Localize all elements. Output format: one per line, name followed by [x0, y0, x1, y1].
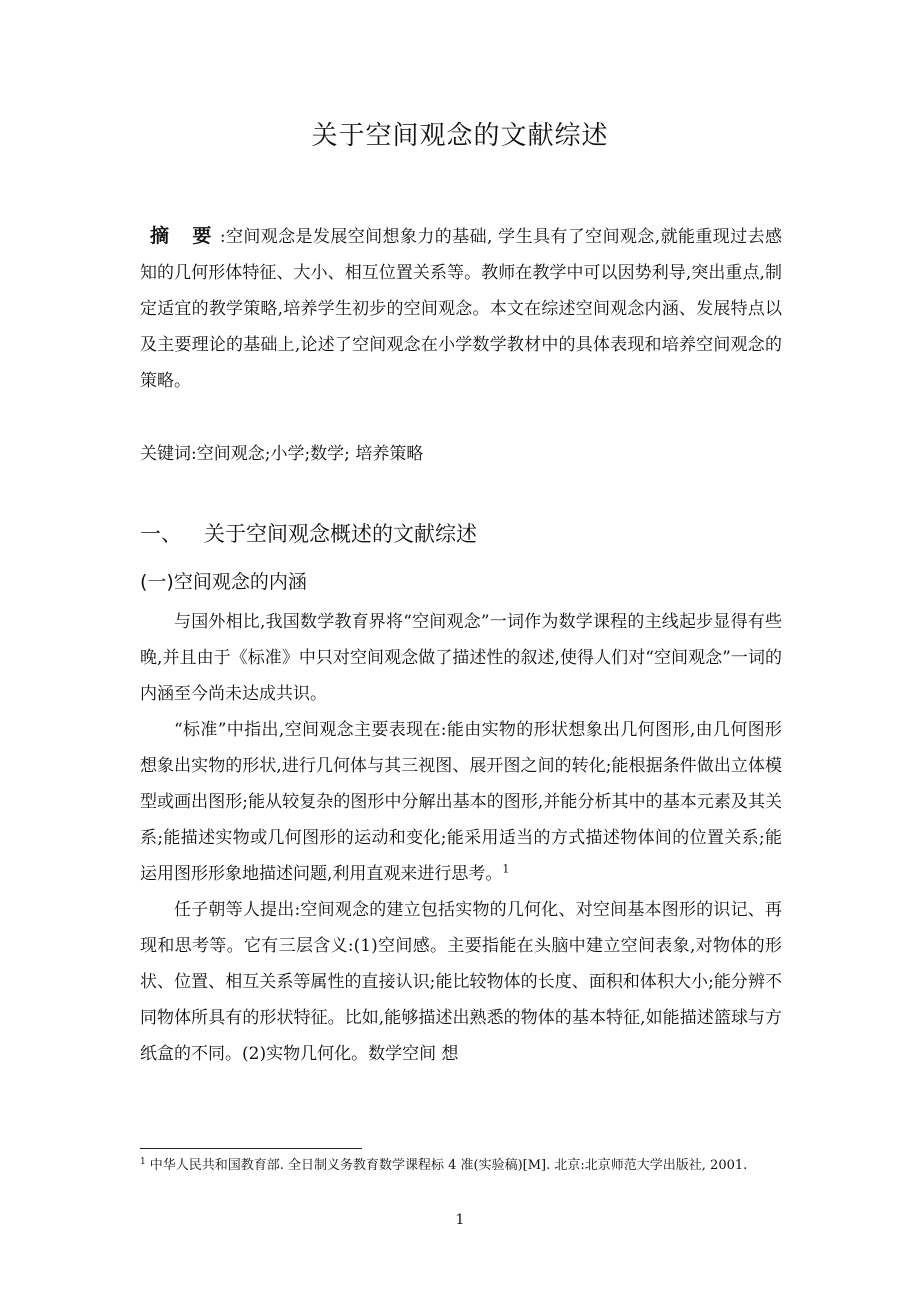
abstract — [140, 218, 782, 399]
paragraph: 任子朝等人提出:空间观念的建立包括实物的几何化、对空间基本图形的识记、再现和思考等。它有三层含义:(1)空间感。主要指能在头脑中建立空间表象,对物体的形状、位置、相互关系等属性的直接认识;能比较物体的长度、面积和体积大小;能分辨不同物体所具有的形状特征。比如,能够描述出熟悉的物体的基本特征,如能描述篮球与方纸盒的不同。(2)实物几何化。数学空间 想 — [140, 900, 782, 1064]
paragraph — [140, 712, 782, 892]
section-heading — [140, 516, 782, 552]
section-title: 关于空间观念概述的文献综述 — [204, 522, 477, 546]
keywords-label: 关键词 — [140, 444, 191, 464]
subsection-heading: (一)空间观念的内涵 — [140, 571, 307, 593]
footnote-divider — [140, 1148, 362, 1149]
abstract-text: :空间观念是发展空间想象力的基础, 学生具有了空间观念,就能重现过去感知的几何形体特征、大小、相互位置关系等。教师在教学中可以因势利导,突出重点,制定适宜的教学策略,培养学生初步的空间观念。本文在综述空间观念内涵、发展特点以及主要理论的基础上,论述了空间观念在小学数学教材中的具体表现和培养空间观念的策略。 — [140, 227, 782, 391]
footnote-mark: 1 — [140, 1156, 146, 1167]
footnote — [140, 1156, 782, 1176]
footnote-reference[interactable]: 1 — [502, 862, 510, 876]
keywords — [140, 438, 782, 470]
abstract-label: 摘 要 — [150, 225, 220, 247]
body-text — [140, 604, 782, 1072]
page-number: 1 — [455, 1212, 465, 1228]
footnote-text: 中华人民共和国教育部. 全日制义务教育数学课程标 4 准(实验稿)[M]. 北京:北京师范大学出版社, 2001. — [149, 1158, 748, 1173]
paragraph: 与国外相比,我国数学教育界将“空间观念”一词作为数学课程的主线起步显得有些晚,并且由于《标准》中只对空间观念做了描述性的叙述,使得人们对“空间观念”一词的内涵至今尚未达成共识。 — [140, 612, 782, 704]
section-number: 一、 — [140, 522, 182, 546]
paragraph-text: “标准”中指出,空间观念主要表现在:能由实物的形状想象出几何图形,由几何图形想象出实物的形状,进行几何体与其三视图、展开图之间的转化;能根据条件做出立体模型或画出图形;能从较复杂的图形中分解出基本的图形,并能分析其中的基本元素及其关系;能描述实物或几何图形的运动和变化;能采用适当的方式描述物体间的位置关系;能运用图形形象地描述问题,利用直观来进行思考。 — [140, 720, 782, 884]
keywords-text: :空间观念;小学;数学; 培养策略 — [191, 444, 424, 464]
document-title: 关于空间观念的文献综述 — [311, 121, 609, 151]
